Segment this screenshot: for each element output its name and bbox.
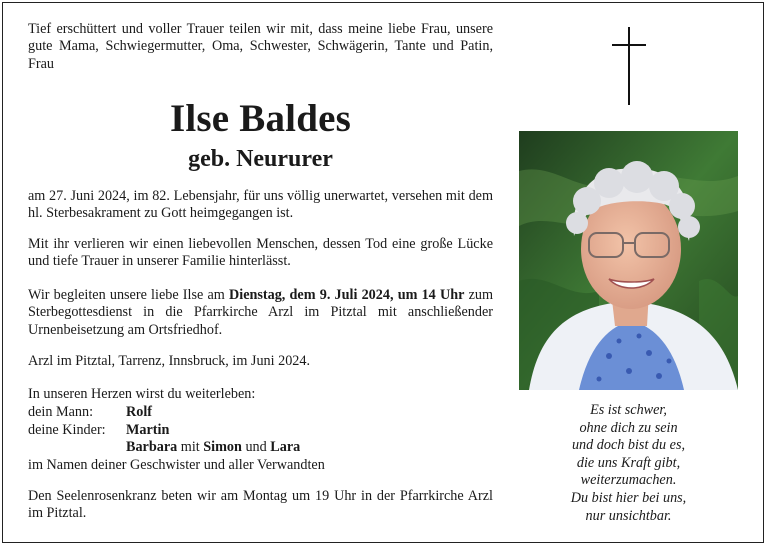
- cross-icon: [612, 27, 646, 105]
- hearts-line: In unseren Herzen wirst du weiterleben:: [28, 386, 256, 402]
- portrait-photo: [519, 131, 738, 390]
- rosary-paragraph: Den Seelenrosenkranz beten wir am Montag um 19 Uhr in der Pfarrkirche Arzl im Pitztal.: [28, 488, 493, 522]
- funeral-paragraph: [28, 287, 493, 339]
- family-row-children: [28, 422, 325, 440]
- children-label: deine Kinder:: [28, 421, 106, 438]
- poem-line: nur unsichtbar.: [585, 507, 672, 524]
- poem-line: Es ist schwer,: [590, 402, 667, 418]
- memorial-poem: [519, 402, 738, 525]
- funeral-text-before: Wir begleiten unsere liebe Ilse am: [28, 287, 229, 303]
- siblings-line: im Namen deiner Geschwister und aller Verwandten: [28, 456, 325, 473]
- husband-label: dein Mann:: [28, 404, 94, 420]
- maiden-name: geb. Neururer: [188, 146, 333, 172]
- place-and-date: Arzl im Pitztal, Tarrenz, Innsbruck, im Juni 2024.: [28, 353, 311, 369]
- intro-text: Tief erschüttert und voller Trauer teilen wir mit, dass meine liebe Frau, unsere gute Mama, Schwiegermutter, Oma, Schwester, Schwägerin, Tante und Patin, Frau: [28, 21, 493, 72]
- family-connector: mit: [180, 439, 200, 456]
- family-indent: [28, 439, 126, 457]
- grandchild-name: Lara: [270, 439, 301, 456]
- poem-line: die uns Kraft gibt,: [576, 454, 681, 471]
- poem-line: weiterzumachen.: [580, 472, 677, 489]
- deceased-name: Ilse Baldes: [170, 97, 351, 140]
- partner-name: Simon: [203, 439, 242, 456]
- family-line-2: [126, 439, 300, 457]
- child-name: Barbara: [126, 439, 178, 456]
- poem-line: und doch bist du es,: [571, 437, 686, 454]
- death-notice-paragraph: am 27. Juni 2024, im 82. Lebensjahr, für uns völlig unerwartet, versehen mit dem hl. Sterbesakrament zu Gott heimgegangen ist.: [28, 188, 493, 222]
- poem-line: Du bist hier bei uns,: [570, 489, 687, 506]
- child-name: Martin: [126, 421, 170, 438]
- poem-line: ohne dich zu sein: [579, 419, 678, 436]
- funeral-text-after: zum Sterbegottesdienst in die Pfarrkirche Arzl im Pitztal mit anschließender Urnenbeisetzung am Ortsfriedhof.: [28, 287, 493, 338]
- funeral-date: Dienstag, dem 9. Juli 2024, um 14 Uhr: [229, 287, 465, 303]
- family-list: [28, 404, 325, 474]
- loss-paragraph: Mit ihr verlieren wir einen liebevollen Menschen, dessen Tod eine große Lücke und tiefe Trauer in unserer Familie hinterlässt.: [28, 236, 493, 270]
- family-row-children-2: [28, 439, 325, 457]
- husband-name: Rolf: [126, 404, 153, 420]
- family-connector: und: [245, 439, 267, 456]
- family-row-husband: [28, 404, 325, 422]
